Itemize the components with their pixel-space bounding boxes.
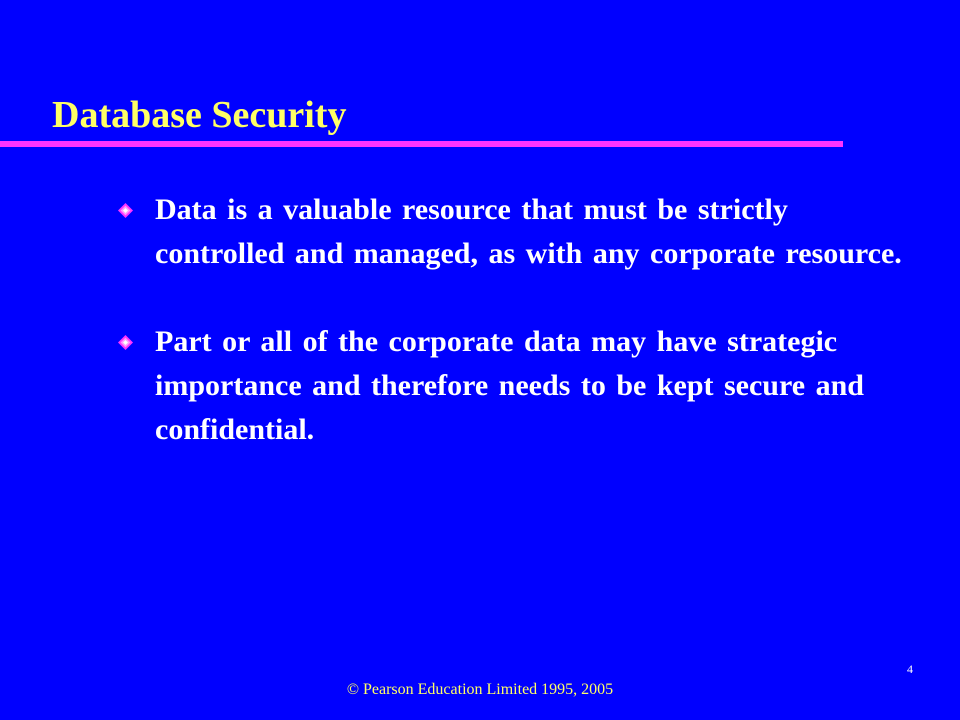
title-underline-rule [0,141,843,147]
bullet-item [118,320,908,452]
page-number: 4 [907,662,913,676]
diamond-bullet-icon [118,335,133,350]
bullet-item [118,188,908,276]
copyright-footer: © Pearson Education Limited 1995, 2005 [346,681,614,698]
slide-title: Database Security [52,94,347,136]
diamond-bullet-icon [118,203,133,218]
bullet-text: Part or all of the corporate data may have strategic importance and therefore needs to be kept secure and confidential. [155,325,864,446]
bullet-list [118,188,908,452]
bullet-text: Data is a valuable resource that must be strictly controlled and managed, as with any corporate resource. [155,193,902,270]
